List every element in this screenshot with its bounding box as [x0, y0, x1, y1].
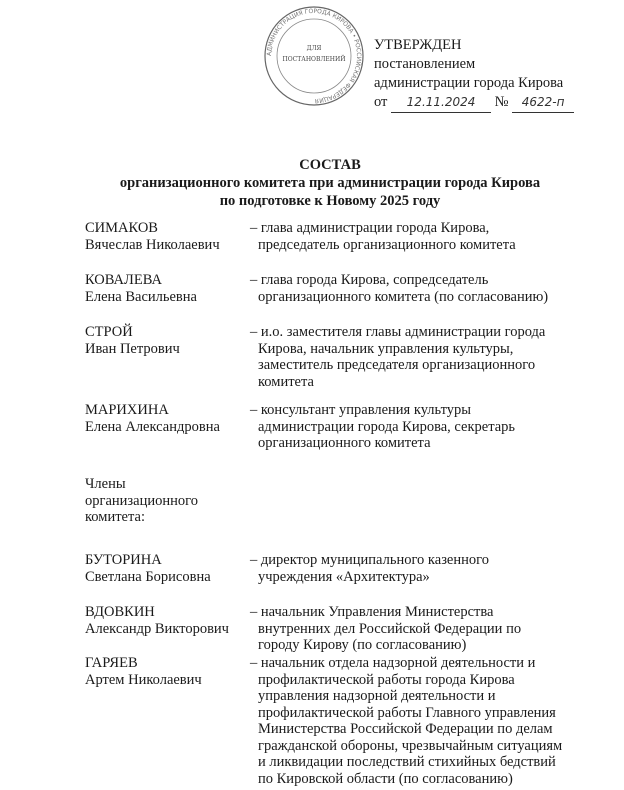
- member-name: [85, 402, 220, 435]
- official-seal-stamp: [262, 4, 366, 108]
- member-name: [85, 655, 202, 688]
- position-line: гражданской обороны, чрезвычайным ситуациям: [258, 737, 563, 754]
- position-line: управления надзорной деятельности и: [258, 688, 496, 704]
- member-surname: СИМАКОВ: [85, 220, 158, 236]
- member-position: [250, 272, 548, 305]
- member-given: Елена Александровна: [85, 418, 220, 435]
- member-surname: ГАРЯЕВ: [85, 655, 138, 671]
- member-position: [250, 220, 516, 253]
- member-name: [85, 552, 211, 585]
- position-line: профилактической работы Главного управления: [258, 704, 556, 721]
- approval-line-2: постановлением: [374, 56, 476, 72]
- seal-text-2: ПОСТАНОВЛЕНИЙ: [282, 56, 346, 63]
- position-line: Кирова, начальник управления культуры,: [258, 340, 514, 357]
- seal-text-1: ДЛЯ: [306, 45, 322, 52]
- member-position: [250, 402, 515, 452]
- member-name: [85, 272, 197, 305]
- position-line: – начальник Управления Министерства: [250, 604, 494, 620]
- member-name: [85, 604, 229, 637]
- member-given: Иван Петрович: [85, 340, 180, 357]
- position-line: учреждения «Архитектура»: [258, 568, 430, 585]
- position-line: – глава администрации города Кирова,: [250, 220, 490, 236]
- approval-number: 4622-п: [512, 93, 574, 113]
- members-heading: Члены организационного комитета:: [85, 476, 198, 525]
- position-line: профилактической работы города Кирова: [258, 671, 515, 688]
- position-line: председатель организационного комитета: [258, 236, 516, 253]
- member-surname: КОВАЛЕВА: [85, 272, 162, 288]
- member-surname: ВДОВКИН: [85, 604, 155, 620]
- approval-line-3: администрации города Кирова: [374, 75, 564, 91]
- seal-ring-text: АДМИНИСТРАЦИЯ ГОРОДА КИРОВА • РОССИЙСКАЯ ФЕДЕРАЦИЯ: [265, 7, 363, 105]
- member-surname: БУТОРИНА: [85, 552, 162, 568]
- member-surname: МАРИХИНА: [85, 402, 169, 418]
- member-position: [250, 324, 545, 390]
- position-line: администрации города Кирова, секретарь: [258, 418, 516, 435]
- approval-date-line: от 12.11.2024 № 4622-п: [374, 93, 574, 113]
- approval-title: УТВЕРЖДЕН: [374, 37, 462, 53]
- member-given: Артем Николаевич: [85, 671, 202, 688]
- position-line: – консультант управления культуры: [250, 402, 471, 418]
- position-line: внутренних дел Российской Федерации по: [258, 620, 522, 637]
- member-name: [85, 220, 220, 253]
- position-line: заместитель председателя организационного: [258, 357, 536, 373]
- document-title: СОСТАВ организационного комитета при администрации города Кирова по подготовке к Новому 2025 году: [119, 157, 541, 209]
- position-line: организационного комитета (по согласованию): [258, 288, 549, 305]
- position-line: по Кировской области (по согласованию): [258, 770, 513, 787]
- member-given: Александр Викторович: [85, 620, 229, 637]
- member-surname: СТРОЙ: [85, 324, 133, 340]
- member-given: Вячеслав Николаевич: [85, 236, 220, 253]
- position-line: и ликвидации последствий стихийных бедствий: [258, 754, 556, 770]
- position-line: – глава города Кирова, сопредседатель: [250, 272, 489, 288]
- position-line: комитета: [258, 373, 314, 390]
- position-line: организационного комитета: [258, 435, 431, 451]
- member-given: Елена Васильевна: [85, 288, 197, 305]
- approval-block: [374, 36, 574, 113]
- position-line: – директор муниципального казенного: [250, 552, 489, 568]
- position-line: – начальник отдела надзорной деятельности и: [250, 655, 536, 671]
- member-given: Светлана Борисовна: [85, 568, 211, 585]
- member-position: [250, 604, 521, 654]
- member-position: [250, 552, 489, 585]
- member-position: [250, 655, 562, 787]
- position-line: городу Кирову (по согласованию): [258, 637, 467, 653]
- member-name: [85, 324, 180, 357]
- position-line: – и.о. заместителя главы администрации города: [250, 324, 546, 340]
- approval-date: 12.11.2024: [391, 93, 491, 113]
- position-line: Министерства Российской Федерации по делам: [258, 721, 553, 737]
